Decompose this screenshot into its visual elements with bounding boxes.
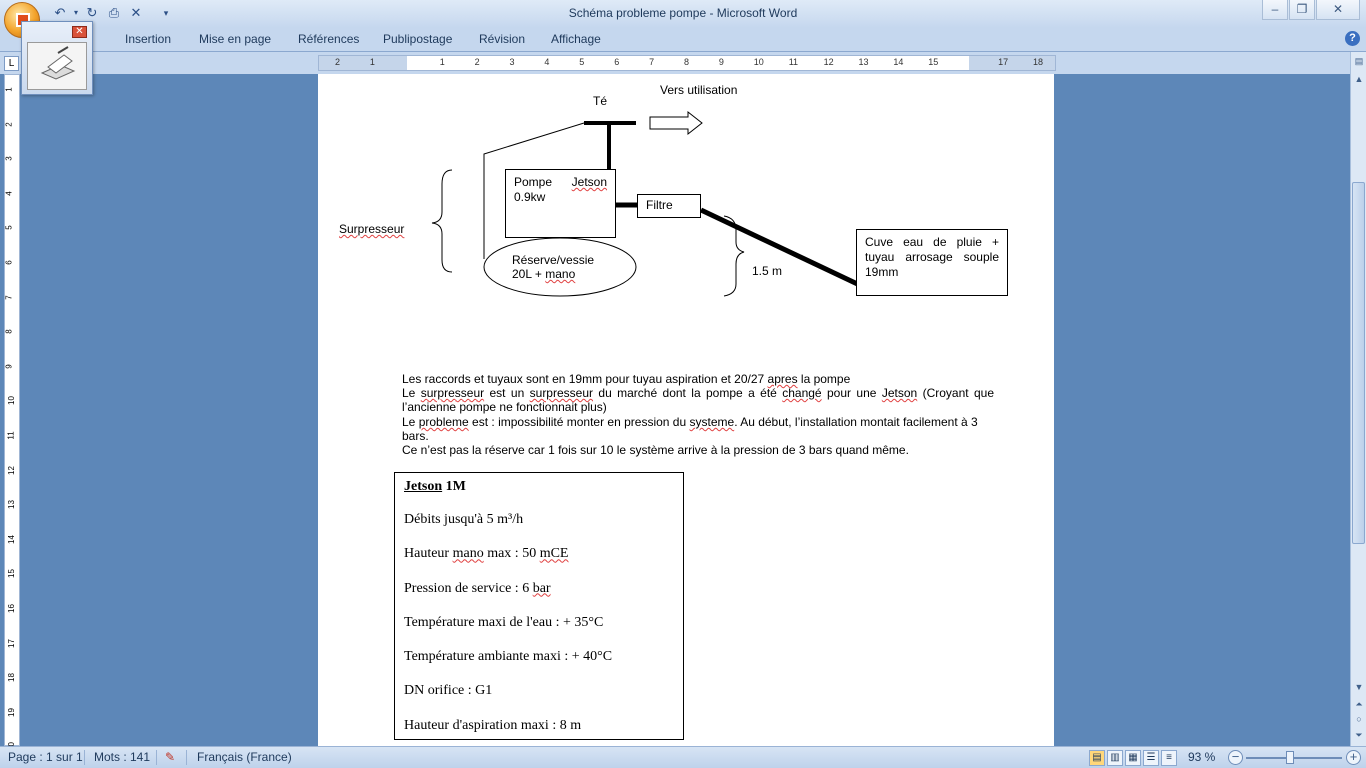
vertical-ruler-number: 6 — [4, 260, 14, 265]
full-screen-reading-view-icon[interactable]: ▥ — [1107, 750, 1123, 766]
vertical-ruler-number: 7 — [4, 294, 14, 300]
vers-utilisation-label: Vers utilisation — [660, 83, 738, 97]
p2-i: (Croyant que l’ancienne pompe ne fonctionnait plus) — [402, 386, 995, 415]
zoom-slider-thumb[interactable] — [1286, 751, 1294, 764]
p1-apres: apres — [767, 372, 798, 386]
pompe-brand: Jetson — [571, 175, 607, 189]
title-bar — [0, 0, 1366, 28]
p3-c: est : impossibilité monter en pression du — [468, 415, 690, 429]
vertical-ruler-number: 2 — [4, 121, 14, 127]
horizontal-ruler[interactable] — [318, 55, 1056, 71]
ruler-number: 18 — [1033, 57, 1044, 67]
ruler-number: 10 — [753, 57, 764, 67]
ruler-number: 5 — [579, 57, 585, 67]
vertical-ruler-number: 3 — [4, 156, 14, 161]
spec-pression — [404, 581, 674, 615]
tab-revision[interactable]: Révision — [479, 32, 526, 46]
pompe-label: Pompe — [514, 175, 553, 189]
vertical-ruler-number: 4 — [4, 191, 14, 196]
tab-affichage[interactable]: Affichage — [551, 32, 601, 46]
spellcheck-icon[interactable]: ✎ — [165, 750, 176, 764]
vertical-ruler-number: 14 — [6, 534, 16, 544]
vertical-ruler-number: 12 — [6, 465, 16, 475]
p1-end: la pompe — [797, 372, 851, 386]
vertical-ruler-number: 18 — [6, 673, 16, 683]
te-label: Té — [593, 94, 608, 108]
spec-pression-a: Pression de service : 6 — [404, 580, 533, 596]
p3-d: systeme — [689, 415, 735, 429]
p3-a: Le — [402, 415, 419, 429]
ribbon-tabs — [0, 28, 1366, 52]
p2-b: surpresseur — [420, 386, 485, 400]
status-page[interactable]: Page : 1 sur 1 — [8, 750, 83, 764]
filtre-label: Filtre — [646, 198, 673, 212]
zoom-out-icon[interactable]: − — [1228, 750, 1243, 765]
vertical-ruler-number: 17 — [6, 638, 16, 648]
vertical-scrollbar[interactable] — [1350, 52, 1366, 746]
p4-text: Ce n’est pas la réserve car 1 fois sur 10 le système arrive à la pression de 3 bars quand même. — [402, 443, 909, 457]
vertical-ruler-number: 9 — [4, 364, 14, 369]
status-bar — [0, 746, 1366, 768]
paragraph-surpresseur — [402, 386, 994, 415]
p3-e: . Au début, l’installation montait facilement à 3 bars. — [402, 415, 978, 444]
spec-hauteur-a: Hauteur — [404, 546, 453, 562]
vertical-ruler-ticks — [5, 75, 19, 747]
spec-aspiration: Hauteur d'aspiration maxi : 8 m — [404, 717, 582, 733]
ruler-number: 7 — [649, 57, 655, 67]
web-layout-view-icon[interactable]: ▦ — [1125, 750, 1141, 766]
p2-c: est un — [484, 386, 530, 400]
spec-title-brand: Jetson — [404, 479, 443, 494]
tab-references[interactable]: Références — [298, 32, 360, 46]
hauteur-label: 1.5 m — [752, 264, 783, 278]
spec-dn: DN orifice : G1 — [404, 683, 493, 699]
ruler-number: 1 — [369, 57, 375, 67]
p2-g: pour une — [821, 386, 882, 400]
ruler-number: 8 — [684, 57, 690, 67]
spec-box — [394, 472, 684, 740]
ruler-ticks — [319, 56, 1055, 70]
vertical-ruler-number: 5 — [4, 225, 14, 231]
ruler-number: 9 — [718, 57, 724, 67]
surpresseur-brace — [432, 170, 452, 272]
ruler-number: 6 — [614, 57, 620, 67]
vertical-ruler-number: 1 — [4, 87, 14, 92]
vertical-ruler-number: 15 — [6, 569, 16, 579]
restore-button[interactable]: ❐ — [1289, 0, 1315, 20]
p2-h: Jetson — [881, 386, 918, 400]
vertical-ruler-number: 16 — [6, 604, 16, 613]
spec-hauteur-c: max : 50 — [483, 546, 540, 562]
floating-close-icon[interactable]: ✕ — [72, 26, 87, 38]
ruler-row — [0, 52, 1366, 74]
p3-b: probleme — [418, 415, 469, 429]
vertical-ruler-number: 8 — [4, 329, 14, 334]
cuve-box — [856, 229, 1008, 296]
scroll-up-icon[interactable]: ▲ — [1354, 74, 1364, 84]
floating-toolbar-window[interactable] — [21, 21, 93, 95]
p2-d: surpresseur — [529, 386, 593, 400]
paragraph-raccords — [402, 372, 994, 386]
ruler-number: 4 — [544, 57, 550, 67]
vertical-ruler-number: 19 — [6, 707, 16, 717]
paragraph-probleme — [402, 415, 994, 444]
arrow-vers-utilisation — [650, 112, 702, 134]
p1-text: Les raccords et tuyaux sont en 19mm pour tuyau aspiration et 20/27 — [402, 372, 768, 386]
pompe-power: 0.9kw — [514, 190, 546, 204]
document-page[interactable] — [318, 74, 1054, 746]
print-layout-view-icon[interactable]: ▤ — [1089, 750, 1105, 766]
ruler-number: 14 — [893, 57, 904, 67]
close-button[interactable]: ✕ — [1316, 0, 1360, 20]
reserve-mano: mano — [545, 267, 576, 281]
help-icon[interactable]: ? — [1345, 31, 1360, 46]
paragraph-reserve — [402, 443, 994, 457]
surpresseur-label: Surpresseur — [339, 222, 405, 236]
view-ruler-icon[interactable]: ▤ — [1354, 56, 1364, 66]
previous-page-icon[interactable]: ⏶ — [1355, 699, 1363, 709]
undo-dropdown-icon[interactable]: ▾ — [73, 8, 78, 17]
ruler-number: 15 — [928, 57, 939, 67]
document-area[interactable] — [22, 74, 1350, 746]
document-edit-icon — [28, 43, 86, 89]
reserve-label: Réserve/vessie — [512, 253, 595, 267]
minimize-button[interactable]: – — [1262, 0, 1288, 20]
status-words[interactable]: Mots : 141 — [94, 750, 151, 764]
spec-hauteur-b: mano — [452, 546, 484, 562]
p2-a: Le — [402, 386, 421, 400]
ruler-number: 17 — [998, 57, 1009, 67]
redo-icon[interactable]: ↻ — [86, 5, 98, 20]
status-language[interactable]: Français (France) — [197, 750, 292, 764]
filtre-box — [637, 194, 701, 218]
ruler-number: 12 — [823, 57, 834, 67]
spec-hauteur — [404, 546, 674, 580]
scroll-thumb[interactable] — [1352, 182, 1365, 544]
zoom-level[interactable]: 93 % — [1188, 750, 1216, 764]
ruler-number: 11 — [788, 57, 799, 67]
p2-f: changé — [782, 386, 822, 400]
scroll-down-icon[interactable]: ▼ — [1354, 682, 1364, 692]
spec-hauteur-d: mCE — [539, 546, 569, 562]
p2-e: du marché dont la pompe a été — [593, 386, 783, 400]
tab-insertion[interactable]: Insertion — [125, 32, 172, 46]
outline-view-icon[interactable]: ☰ — [1143, 750, 1159, 766]
zoom-slider[interactable] — [1246, 757, 1342, 759]
spec-temp-eau: Température maxi de l'eau : + 35°C — [404, 614, 604, 630]
vertical-ruler-number: 11 — [6, 431, 16, 440]
spec-pression-b: bar — [532, 580, 551, 596]
spec-debits: Débits jusqu'à 5 m³/h — [404, 512, 524, 527]
ruler-number: 1 — [439, 57, 445, 67]
ruler-number: 2 — [335, 57, 341, 67]
customize-qat-icon[interactable]: ▾ — [163, 8, 169, 18]
ruler-number: 13 — [858, 57, 869, 67]
reserve-text — [512, 253, 594, 281]
tab-selector-icon[interactable]: L — [4, 56, 19, 71]
browse-object-icon[interactable]: ○ — [1356, 714, 1362, 724]
draft-view-icon[interactable]: ≡ — [1161, 750, 1177, 766]
ruler-number: 3 — [509, 57, 515, 67]
ruler-number: 2 — [474, 57, 480, 67]
undo-icon[interactable]: ↶ — [54, 5, 66, 20]
suction-pipe — [701, 210, 868, 289]
tab-publipostage[interactable]: Publipostage — [383, 32, 453, 46]
spec-temp-ambiante: Température ambiante maxi : + 40°C — [404, 649, 613, 665]
pompe-box — [505, 169, 616, 238]
window-title: Schéma probleme pompe - Microsoft Word — [568, 6, 798, 20]
zoom-in-icon[interactable]: + — [1346, 750, 1361, 765]
spec-title-model: 1M — [442, 479, 466, 494]
custom-command-icon[interactable]: ✕ — [130, 5, 142, 20]
tab-mise-en-page[interactable]: Mise en page — [199, 32, 272, 46]
print-preview-icon[interactable]: ⎙ — [108, 5, 120, 20]
cuve-label: Cuve eau de pluie + tuyau arrosage souple 19mm — [865, 235, 999, 279]
vertical-ruler[interactable] — [4, 74, 20, 746]
reserve-capacity: 20L + — [512, 267, 546, 281]
vertical-ruler-number: 10 — [6, 396, 16, 406]
vertical-ruler-number: 13 — [6, 500, 16, 510]
floating-toolbar-button[interactable] — [27, 42, 87, 90]
next-page-icon[interactable]: ⏷ — [1355, 730, 1363, 740]
